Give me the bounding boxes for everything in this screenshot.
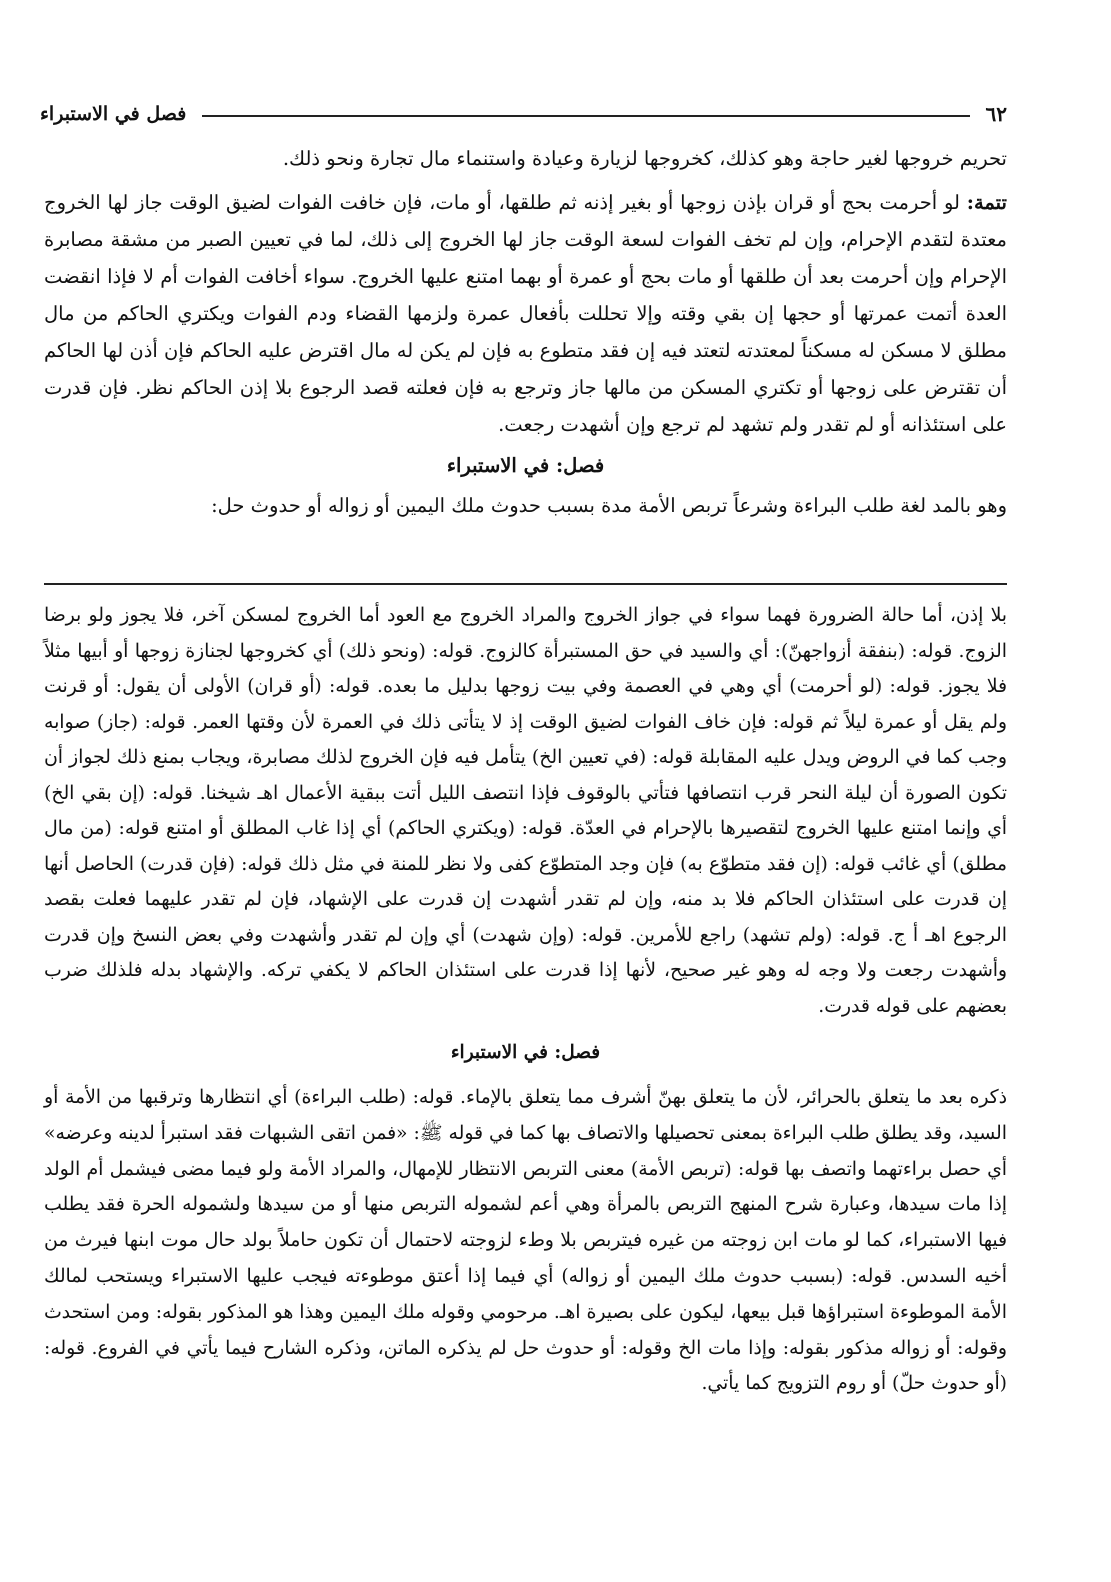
tatimma-label: تتمة: — [966, 191, 1007, 214]
commentary-heading: فصل: في الاستبراء — [450, 1042, 601, 1063]
tatimma-text: لو أحرمت بحج أو قران بإذن زوجها أو بغير إذنه ثم طلقها، أو مات، فإن خافت الفوات لضيق الوقت جاز لها الخروج معتدة لتقدم الإحرام، وإن لم تخف الفوات لسعة الوقت جاز لها الخروج إلى ذلك، لما في تعيين الصبر من مشقة مصابرة الإحرام وإن أحرمت بعد أن طلقها أو مات بحج أو عمرة أو بهما امتنع عليها الخروج. سواء أخافت الفوات أم لا فإذا انقضت العدة أتمت عمرتها أو حجها إن بقي وقته وإلا تحللت بأفعال عمرة ولزمها القضاء ودم الفوات ويكتري الحاكم من مال مطلق لا مسكن له مسكناً لمعتدته لتعتد فيه إن فقد متطوع به فإن لم يكن له مال اقترض عليه الحاكم فإن أذن لها الحاكم أن تقترض على زوجها أو تكتري المسكن من مالها جاز وترجع به فإن فعلته قصد الرجوع بلا إذن الحاكم نظر. فإن قدرت على استئذانه أو لم تقدر ولم تشهد لم ترجع وإن أشهدت رجعت. — [44, 191, 1007, 436]
commentary-paragraph-2: ذكره بعد ما يتعلق بالحرائر، لأن ما يتعلق بهنّ أشرف مما يتعلق بالإماء. قوله: (طلب البراءة) أي انتظارها وترقبها من الأمة أو السيد، وقد يطلق طلب البراءة بمعنى تحصيلها والاتصاف بها كما في قوله ﷺ: «فمن اتقى الشبهات فقد استبرأ لدينه وعرضه» أي حصل براءتهما واتصف بها قوله: (تربص الأمة) معنى التربص الانتظار للإمهال، والمراد الأمة ولو فيما مضى فيشمل أم الولد إذا مات سيدها، وعبارة شرح المنهج التربص بالمرأة وهي أعم لشموله التربص منها أو من سيدها ولشموله الحرة فقد يطلب فيها الاستبراء، كما لو مات ابن زوجته من غيره فيتربص بلا وطء لزوجته لاحتمال أن تكون حاملاً بولد حال موت ابنها فيرث من أخيه السدس. قوله: (بسبب حدوث ملك اليمين أو زواله) أي فيما إذا أعتق موطوءته فيجب عليها الاستبراء ويستحب لمالك الأمة الموطوءة استبراؤها قبل بيعها، ليكون على بصيرة اهـ. مرحومي وقوله ملك اليمين وهذا هو المذكور بقوله: ومن استحدث وقوله: أو زواله مذكور بقوله: وإذا مات الخ وقوله: أو حدوث حل لم يذكره الماتن، وذكره الشارح فيما يأتي في الفروع. قوله: (أو حدوث حلّ) أو روم التزويج كما يأتي. — [44, 1087, 1007, 1395]
footnote-divider — [44, 583, 1007, 585]
header-rule — [202, 115, 969, 117]
commentary-text — [44, 598, 1007, 1402]
running-header — [40, 96, 1007, 132]
main-paragraph-tatimma — [44, 184, 1007, 443]
main-paragraph-3: وهو بالمد لغة طلب البراءة وشرعاً تربص الأمة مدة بسبب حدوث ملك اليمين أو زواله أو حدوث حل: — [211, 494, 1007, 517]
running-title: فصل في الاستبراء — [40, 103, 187, 125]
commentary-paragraph-1: بلا إذن، أما حالة الضرورة فهما سواء في جواز الخروج والمراد الخروج مع العود أما الخروج لمسكن آخر، فلا يجوز ولو برضا الزوج. قوله: (بنفقة أزواجهنّ): أي والسيد في حق المستبرأة كالزوج. قوله: (ونحو ذلك) أي كخروجها لجنازة زوجها أو أبيها مثلاً فلا يجوز. قوله: (لو أحرمت) أي وهي في العصمة وفي بيت زوجها بدليل ما بعده. قوله: (أو قران) الأولى أن يقول: أو قرنت ولم يقل أو عمرة ليلاً ثم قوله: فإن خاف الفوات لضيق الوقت إذ لا يتأتى ذلك في العمرة لأن وقتها العمر. قوله: (جاز) صوابه وجب كما في الروض ويدل عليه المقابلة قوله: (في تعيين الخ) يتأمل فيه فإن الخروج لذلك مصابرة، ويجاب بمنع ذلك لجواز أن تكون الصورة أن ليلة النحر قرب انتصافها فتأتي بالوقوف فإذا انتصف الليل أتت ببقية الأعمال اهـ شيخنا. قوله: (إن بقي الخ) أي وإنما امتنع عليها الخروج لتقصيرها بالإحرام في العدّة. قوله: (ويكتري الحاكم) أي إذا غاب المطلق أو امتنع قوله: (من مال مطلق) أي غائب قوله: (إن فقد متطوّع به) فإن وجد المتطوّع كفى ولا نظر للمنة في مثل ذلك قوله: (فإن قدرت) الحاصل أنها إن قدرت على استئذان الحاكم فلا بد منه، وإن لم تقدر أشهدت إن قدرت على الإشهاد، فإن لم تقدر عليهما فعلت بقصد الرجوع اهـ أ ج. قوله: (ولم تشهد) راجع للأمرين. قوله: (وإن شهدت) أي وإن لم تقدر وأشهدت وفي بعض النسخ وإن قدرت وأشهدت رجعت ولا وجه له وهو غير صحيح، لأنها إذا قدرت على استئذان الحاكم لا يكفي تركه. والإشهاد بدله فلذلك ضرب بعضهم على قوله قدرت. — [44, 605, 1007, 1017]
main-paragraph-1: تحريم خروجها لغير حاجة وهو كذلك، كخروجها لزيارة وعيادة واستنماء مال تجارة ونحو ذلك. — [282, 147, 1007, 170]
main-text — [44, 140, 1007, 524]
section-heading: فصل: في الاستبراء — [446, 454, 605, 477]
page-number: ٦٢ — [985, 102, 1007, 126]
